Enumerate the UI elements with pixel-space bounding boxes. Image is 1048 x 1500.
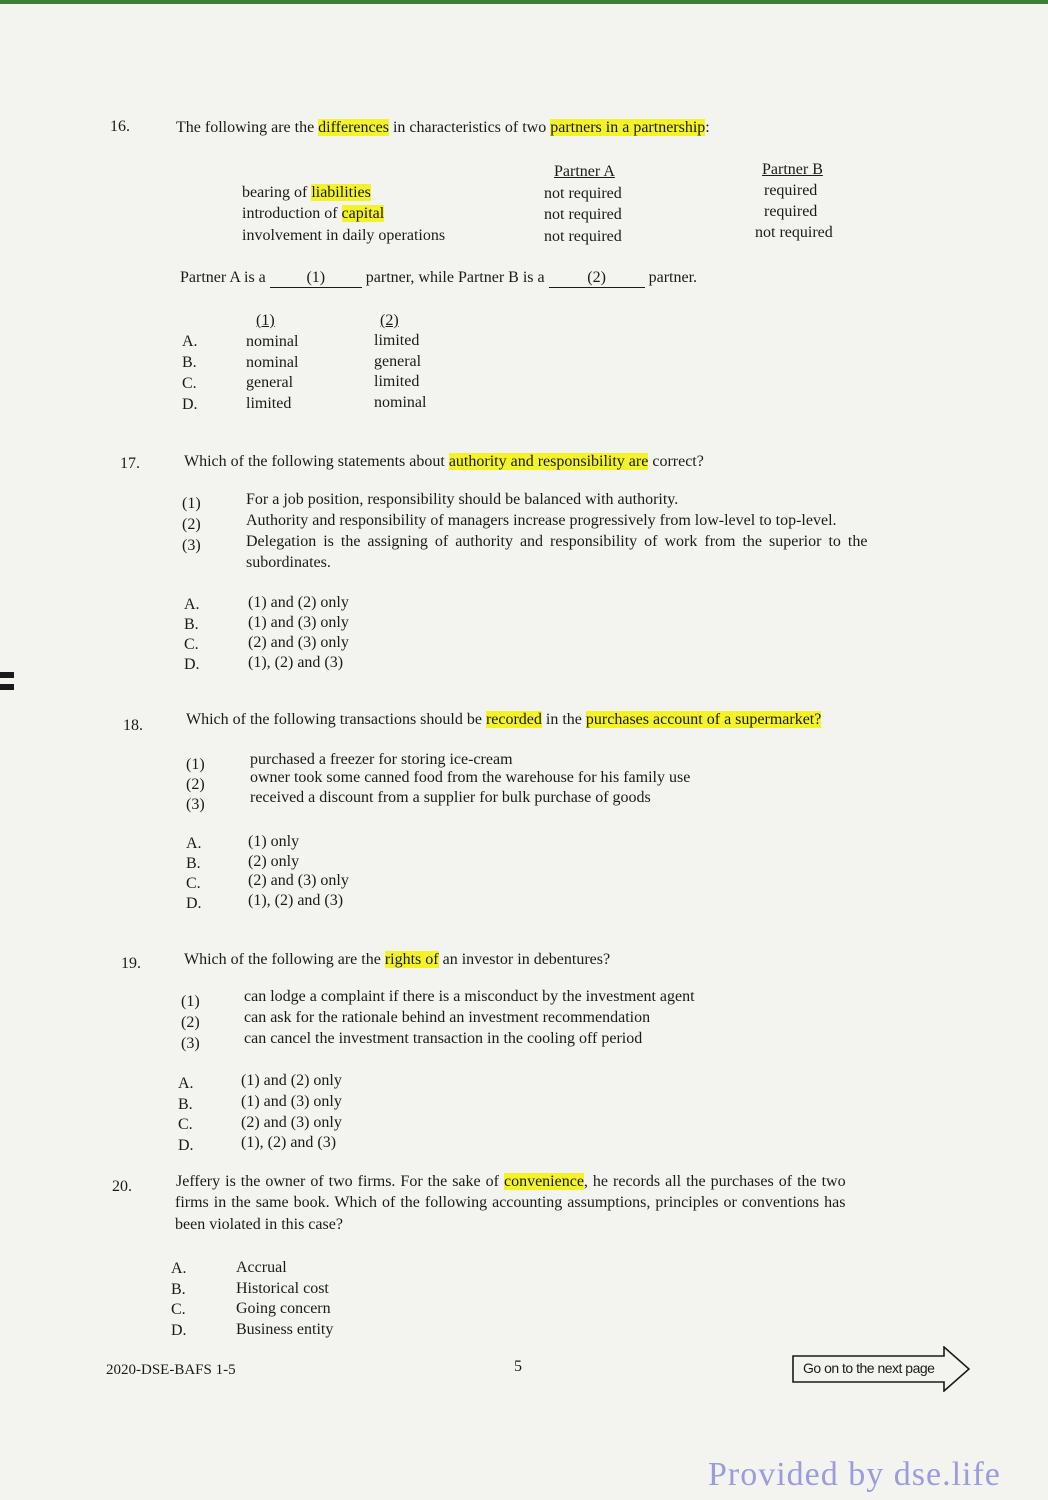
statement-text: Delegation is the assigning of authority and responsibility of work from the superior to the	[246, 533, 868, 550]
blank-1: (1)	[270, 269, 362, 288]
statement-text: owner took some canned food from the warehouse for his family use	[250, 769, 691, 786]
option-text: (1) and (3) only	[241, 1093, 342, 1110]
option-letter: C.	[186, 875, 201, 892]
stem-text: an investor in debentures?	[438, 951, 611, 968]
characteristic-label	[242, 205, 384, 223]
highlighted-text: partners in a partnership	[550, 119, 706, 136]
option-text: Business entity	[236, 1321, 334, 1338]
option-letter: D.	[171, 1322, 187, 1339]
question-number: 17.	[120, 455, 140, 472]
option-letter: C.	[182, 375, 197, 392]
option-value: general	[246, 374, 294, 391]
highlighted-text: liabilities	[311, 184, 371, 201]
statement-text: received a discount from a supplier for bulk purchase of goods	[250, 789, 651, 806]
option-text: Historical cost	[236, 1280, 329, 1297]
fill-in-sentence	[180, 269, 697, 288]
highlighted-text: recorded	[485, 711, 542, 728]
statement-text: can cancel the investment transaction in the cooling off period	[244, 1030, 643, 1047]
option-value: limited	[374, 332, 420, 349]
option-value: nominal	[246, 333, 299, 350]
question-stem	[176, 119, 710, 137]
statement-number: (2)	[186, 776, 205, 793]
option-letter: C.	[184, 636, 199, 653]
option-letter: B.	[184, 616, 199, 633]
question-number: 20.	[112, 1178, 132, 1195]
partner-b-value: not required	[755, 224, 833, 241]
statement-text: can ask for the rationale behind an investment recommendation	[244, 1009, 651, 1026]
question-stem	[176, 1173, 846, 1191]
stem-text: Which of the following are the	[184, 951, 385, 968]
highlighted-text: capital	[341, 205, 385, 222]
question-number: 16.	[110, 118, 130, 135]
option-text: (1) and (3) only	[248, 614, 349, 631]
statement-number: (1)	[181, 993, 200, 1010]
option-text: (1) and (2) only	[248, 594, 349, 611]
highlighted-text: authority and responsibility are	[448, 453, 649, 470]
statement-text: can lodge a complaint if there is a misconduct by the investment agent	[244, 988, 695, 1005]
stem-text: :	[705, 119, 710, 136]
option-value: limited	[374, 373, 420, 390]
option-letter: B.	[182, 354, 197, 371]
partner-a-value: not required	[544, 185, 622, 202]
question-stem: been violated in this case?	[175, 1216, 343, 1233]
option-letter: D.	[184, 656, 200, 673]
blank-2: (2)	[549, 269, 645, 288]
option-letter: B.	[186, 855, 201, 872]
highlighted-text: differences	[318, 119, 389, 136]
highlighted-text: rights of	[384, 951, 439, 968]
paper-code: 2020-DSE-BAFS 1-5	[106, 1362, 236, 1378]
question-number: 18.	[123, 717, 143, 734]
statement-text: For a job position, responsibility should be balanced with authority.	[246, 491, 679, 508]
question-stem	[186, 711, 821, 729]
option-text: (1) only	[248, 833, 300, 850]
statement-number: (3)	[182, 537, 201, 554]
page-number: 5	[514, 1358, 522, 1375]
option-letter: D.	[186, 895, 202, 912]
question-number: 19.	[121, 955, 141, 972]
statement-number: (1)	[186, 756, 205, 773]
statement-text-continued: subordinates.	[246, 554, 331, 571]
option-letter: A.	[171, 1260, 187, 1277]
option-letter: A.	[186, 835, 202, 852]
stem-text: correct?	[648, 453, 704, 470]
next-page-label: Go on to the next page	[803, 1360, 935, 1376]
sentence-text: Partner A is a	[180, 269, 270, 286]
statement-number: (3)	[186, 796, 205, 813]
option-text: (2) and (3) only	[248, 872, 349, 889]
partner-a-value: not required	[544, 206, 622, 223]
stem-text: Jeffery is the owner of two firms. For the sake of	[176, 1173, 504, 1190]
statement-number: (2)	[181, 1014, 200, 1031]
question-stem	[184, 951, 610, 969]
highlighted-text: purchases account of a supermarket?	[585, 711, 822, 728]
stem-text: Which of the following statements about	[184, 453, 449, 470]
statement-text: purchased a freezer for storing ice-cream	[250, 751, 513, 768]
sentence-text: partner.	[644, 269, 698, 286]
highlighted-text: convenience	[503, 1173, 584, 1190]
stem-text: Which of the following transactions should be	[186, 711, 486, 728]
sentence-text: partner, while Partner B is a	[361, 269, 549, 286]
question-stem	[184, 453, 704, 471]
characteristic-label	[242, 184, 371, 202]
option-letter: D.	[178, 1137, 194, 1154]
option-letter: A.	[178, 1075, 194, 1092]
option-text: (2) and (3) only	[241, 1114, 342, 1131]
option-text: (1) and (2) only	[241, 1072, 342, 1089]
statement-number: (1)	[182, 495, 201, 512]
column-header-partner-a: Partner A	[554, 163, 615, 180]
option-letter: C.	[171, 1301, 186, 1318]
option-letter: C.	[178, 1116, 193, 1133]
option-text: (1), (2) and (3)	[248, 892, 344, 909]
option-value: nominal	[374, 394, 427, 411]
stem-text: The following are the	[176, 119, 319, 136]
stem-text: in characteristics of two	[388, 119, 551, 136]
watermark: Provided by dse.life	[708, 1456, 1001, 1493]
option-text: (1), (2) and (3)	[241, 1134, 337, 1151]
option-text: (1), (2) and (3)	[248, 654, 344, 671]
partner-b-value: required	[764, 182, 818, 199]
option-value: nominal	[246, 354, 299, 371]
page-edge	[0, 0, 1048, 4]
margin-mark	[0, 684, 14, 690]
option-text: Going concern	[236, 1300, 331, 1317]
stem-text: , he records all the purchases of the two	[583, 1173, 846, 1190]
option-column-header: (2)	[380, 312, 399, 329]
partner-b-value: required	[764, 203, 818, 220]
option-letter: B.	[171, 1281, 186, 1298]
partner-a-value: not required	[544, 228, 622, 245]
label-text: bearing of	[242, 184, 312, 201]
option-text: Accrual	[236, 1259, 287, 1276]
option-letter: D.	[182, 396, 198, 413]
margin-mark	[0, 672, 14, 678]
option-text: (2) only	[248, 853, 300, 870]
question-stem: firms in the same book. Which of the following accounting assumptions, principles or conventions has	[175, 1194, 846, 1211]
option-column-header: (1)	[256, 312, 275, 329]
statement-text: Authority and responsibility of managers increase progressively from low-level to top-level.	[246, 512, 837, 529]
option-text: (2) and (3) only	[248, 634, 349, 651]
label-text: introduction of	[242, 205, 342, 222]
option-letter: A.	[182, 333, 198, 350]
option-letter: B.	[178, 1096, 193, 1113]
option-letter: A.	[184, 596, 200, 613]
column-header-partner-b: Partner B	[762, 161, 823, 178]
characteristic-label: involvement in daily operations	[242, 227, 446, 244]
statement-number: (3)	[181, 1035, 200, 1052]
option-value: general	[374, 353, 422, 370]
statement-number: (2)	[182, 516, 201, 533]
stem-text: in the	[541, 711, 586, 728]
option-value: limited	[246, 395, 292, 412]
